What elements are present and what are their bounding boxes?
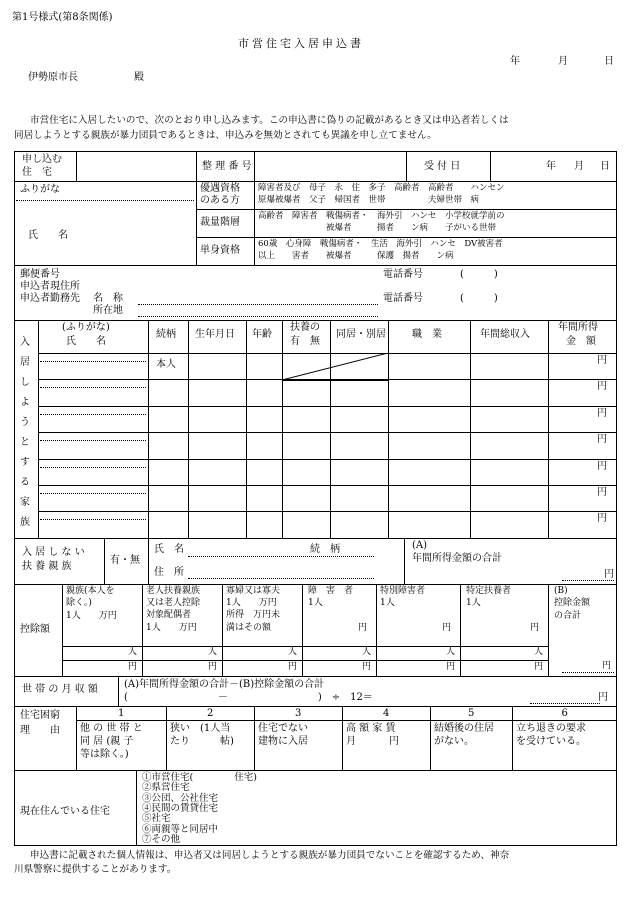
nonresident-yes-no[interactable]: 有・無 <box>110 555 140 566</box>
ded-specified-yen: 円 <box>530 623 540 633</box>
ded-specified-2: 1人 <box>466 598 481 608</box>
reason-option-3[interactable] <box>256 722 340 768</box>
ded-special-disabled-2: 1人 <box>380 598 395 608</box>
ded-person-unit: 人 <box>128 647 138 657</box>
ded-relatives-2: 除く。) <box>66 598 92 608</box>
discretionary-options-2[interactable]: 被爆者 揚者 ン病 子がいる世帯 <box>258 223 497 233</box>
ded-elderly: 老人扶養親族 <box>146 586 201 596</box>
footer-note-1: 申込書に記載された個人情報は、申込者又は同居しようとする親族が暴力団員でないことを確認するため、神奈 <box>30 850 510 861</box>
reason-text: 立ち退きの要求 <box>516 723 586 734</box>
reason-label: 住宅困窮 <box>20 710 60 721</box>
reason-option-1[interactable] <box>78 722 164 768</box>
applicant-name-field[interactable] <box>70 202 192 262</box>
ded-widow-4: 満はその額 <box>226 623 272 633</box>
honorific: 殿 <box>134 72 144 83</box>
reason-text: がない。 <box>434 736 474 747</box>
a-yen: 円 <box>604 569 614 580</box>
current-home-option[interactable]: ⑥両親等と同居中 <box>142 823 219 835</box>
reason-text: 住宅でない <box>258 723 308 734</box>
ded-yen-unit: 円 <box>446 662 456 672</box>
furigana-separator <box>40 519 146 520</box>
reason-number: 5 <box>468 708 475 719</box>
current-home-label: 現在住んでいる住宅 <box>20 806 110 817</box>
b-yen: 円 <box>602 661 612 671</box>
furigana-label: ふりがな <box>20 184 60 195</box>
row-yen: 円 <box>597 381 607 393</box>
phone-paren-1: ( ) <box>460 269 498 280</box>
preferential-options-2[interactable]: 原爆被爆者 父子 帰国者 世帯 夫婦世帯 病 <box>258 195 480 205</box>
table-row[interactable] <box>40 433 546 457</box>
row-yen: 円 <box>597 434 607 446</box>
reason-option-4[interactable] <box>344 722 428 768</box>
col-dependent: 扶養の <box>290 322 320 333</box>
family-side-char: う <box>20 417 30 428</box>
intro-line-1: 市営住宅に入居したいので、次のとおり申し込みます。この申込書に偽りの記載があるとき又は申込者若しくは <box>30 115 509 126</box>
monthly-income-field[interactable] <box>530 703 600 704</box>
apply-housing-label: 申し込む <box>22 154 62 165</box>
current-home-option[interactable]: ④民間の賃貸住宅 <box>142 802 219 814</box>
ded-widow: 寡婦又は寡夫 <box>226 586 281 596</box>
reason-number: 4 <box>383 708 390 719</box>
furigana-separator <box>40 414 146 415</box>
a-text: 年間所得金額の合計 <box>412 553 502 564</box>
col-cohabit: 同居・別居 <box>336 329 386 340</box>
furigana-separator <box>40 493 146 494</box>
preferential-label-2: のある方 <box>200 195 240 206</box>
row-yen: 円 <box>597 355 607 366</box>
date-month: 月 <box>558 56 568 67</box>
family-side-char: 居 <box>20 357 30 368</box>
deduction-label: 控除額 <box>20 624 50 635</box>
ded-special-disabled: 特別障害者 <box>380 586 426 596</box>
col-annual-income: 年間総収入 <box>480 329 530 340</box>
reason-number: 2 <box>207 708 214 719</box>
family-side-char: と <box>20 437 30 448</box>
monthly-income-label: 世 帯 の 月 収 額 <box>22 684 98 695</box>
date-year: 年 <box>510 56 520 67</box>
date-day: 日 <box>604 56 614 67</box>
reception-month: 月 <box>574 161 584 172</box>
furigana-separator <box>40 440 146 441</box>
family-side-char: 族 <box>20 517 30 528</box>
footer-note-2: 川県警察に提供することがあります。 <box>14 864 177 875</box>
phone-label-1: 電話番号 <box>383 269 423 280</box>
workplace-name-label: 名 称 <box>93 293 123 304</box>
col-occupation: 職 業 <box>412 329 442 340</box>
b-total-field[interactable] <box>562 672 614 673</box>
col-age: 年齢 <box>252 329 272 340</box>
furigana-separator <box>40 387 146 388</box>
table-row[interactable] <box>40 512 546 536</box>
monthly-formula: (A)年間所得金額の合計－(B)控除金額の合計 <box>124 679 325 690</box>
col-dependent-2: 有 無 <box>290 336 320 347</box>
ded-yen-unit: 円 <box>128 662 138 672</box>
ded-elderly-3: 対象配偶者 <box>146 610 192 620</box>
first-relation: 本人 <box>156 359 176 370</box>
reason-number: 1 <box>118 708 125 719</box>
family-side-char: よ <box>20 397 30 408</box>
ded-relatives: 親族(本人を <box>66 586 115 596</box>
diagonal-slash <box>282 353 388 380</box>
b-label-2: 控除金額 <box>554 598 591 608</box>
reason-text: 狭い (1人当 <box>170 723 231 734</box>
workplace-label: 申込者勤務先 <box>20 293 80 304</box>
reason-text: 高 額 家 賃 <box>346 723 396 734</box>
reason-option-2[interactable] <box>168 722 252 768</box>
apply-housing-label-2: 住 宅 <box>22 167 52 178</box>
current-address-label: 申込者現住所 <box>20 281 80 292</box>
discretionary-options-1[interactable]: 高齢者 障害者 戦傷病者・ 海外引 ハンセ 小学校就学前の <box>258 211 505 221</box>
reason-text: 等は除く。) <box>80 749 129 760</box>
workplace-location-field[interactable] <box>138 316 378 317</box>
monthly-calc: ( － ) ÷ 12＝ <box>124 692 373 703</box>
nonresident-name-label: 氏 名 <box>154 544 184 555</box>
table-row[interactable] <box>40 460 546 484</box>
preferential-options-1[interactable]: 障害者及び 母子 永 住 多子 高齢者 高齢者 ハンセン <box>258 183 505 193</box>
preferential-label: 優遇資格 <box>200 183 240 194</box>
col-relation: 続柄 <box>156 329 176 340</box>
table-row[interactable] <box>40 486 546 510</box>
ded-special-disabled-yen: 円 <box>442 623 452 633</box>
ded-yen-unit: 円 <box>362 662 372 672</box>
col-annual-earnings-2: 金 額 <box>566 336 596 347</box>
ded-elderly-2: 又は老人控除 <box>146 598 201 608</box>
ded-person-unit: 人 <box>362 647 372 657</box>
current-home-option[interactable]: ⑤社宅 <box>142 813 171 825</box>
apply-housing-field[interactable] <box>78 153 194 179</box>
row-yen: 円 <box>597 487 607 498</box>
b-label: (B) <box>554 586 568 596</box>
form-title: 市営住宅入居申込書 <box>238 37 364 50</box>
current-home-option[interactable]: ②県営住宅 <box>142 782 190 794</box>
reference-number-label: 整 理 番 号 <box>202 161 252 172</box>
table-row[interactable] <box>40 380 546 404</box>
ded-disabled-2: 1人 <box>308 598 323 608</box>
current-home-option[interactable]: ⑦その他 <box>142 833 181 845</box>
ded-person-unit: 人 <box>534 647 544 657</box>
col-furigana: (ふりがな) <box>62 322 110 333</box>
reason-text: 結婚後の住居 <box>434 723 494 734</box>
a-label: (A) <box>412 540 428 551</box>
reference-number-field[interactable] <box>256 153 404 179</box>
reception-day: 日 <box>600 161 610 172</box>
table-row[interactable] <box>40 407 546 431</box>
ded-person-unit: 人 <box>446 647 456 657</box>
single-label: 単身資格 <box>200 245 240 256</box>
reason-option-5[interactable] <box>432 722 510 768</box>
ded-person-unit: 人 <box>288 647 298 657</box>
current-home-option[interactable]: ①市営住宅( 住宅) <box>142 772 257 783</box>
col-name: 氏 名 <box>66 336 106 347</box>
reception-date-label: 受 付 日 <box>424 161 461 172</box>
ded-widow-2: 1人 万円 <box>226 598 277 608</box>
reason-option-6[interactable] <box>514 722 615 768</box>
nonresident-label-2: 扶 養 親 族 <box>22 561 72 572</box>
addressee: 伊勢原市長 <box>28 72 78 83</box>
ded-disabled-yen: 円 <box>358 623 368 633</box>
family-side-char: 家 <box>20 497 30 508</box>
name-label: 氏 名 <box>28 230 68 241</box>
reason-number: 3 <box>295 708 302 719</box>
reason-text: 月 円 <box>346 736 400 747</box>
current-home-option[interactable]: ③公団、公社住宅 <box>142 792 219 804</box>
reason-text: を受けている。 <box>516 736 586 747</box>
a-total-field[interactable] <box>562 580 614 581</box>
reason-text: 他 の 世 帯 と <box>80 723 143 734</box>
row-yen: 円 <box>597 513 607 525</box>
family-side-char: 入 <box>20 337 30 348</box>
family-side-char: る <box>20 477 30 488</box>
family-side-char: し <box>20 377 30 388</box>
nonresident-address-field[interactable] <box>188 578 374 579</box>
reception-year: 年 <box>546 161 556 172</box>
ded-relatives-3: 1人 万円 <box>66 611 117 621</box>
nonresident-address-label: 住 所 <box>154 567 184 578</box>
row-yen: 円 <box>597 460 607 472</box>
reason-label-2: 理 由 <box>20 725 60 736</box>
col-birthdate: 生年月日 <box>195 329 235 340</box>
reason-text: たり 帖) <box>170 736 234 747</box>
col-annual-earnings: 年間所得 <box>558 322 598 333</box>
ded-yen-unit: 円 <box>534 662 544 672</box>
single-options-1[interactable]: 60歳 心身障 戦傷病者・ 生活 海外引 ハンセ DV被害者 <box>258 239 503 249</box>
nonresident-name-field[interactable] <box>188 556 374 557</box>
family-side-char: す <box>20 457 30 468</box>
workplace-location-label: 所在地 <box>93 305 123 316</box>
reason-text: 建物に入居 <box>258 736 308 747</box>
monthly-yen: 円 <box>598 692 608 703</box>
ded-yen-unit: 円 <box>288 662 298 672</box>
reason-text: 同 居 (親 子 <box>80 736 134 747</box>
phone-paren-2: ( ) <box>460 293 498 304</box>
ded-yen-unit: 円 <box>208 662 218 672</box>
ded-disabled: 障 害 者 <box>308 586 354 596</box>
intro-line-2: 同居しようとする親族が暴力団員であるときは、申込みを無効とされても異議を申し立てません。 <box>14 130 437 141</box>
row-yen: 円 <box>597 407 607 419</box>
furigana-separator <box>40 467 146 468</box>
reason-number: 6 <box>561 708 568 719</box>
discretionary-label: 裁量階層 <box>200 217 240 228</box>
ded-person-unit: 人 <box>208 647 218 657</box>
nonresident-label: 入 居 し な い <box>22 547 85 558</box>
ded-widow-3: 所得 万円未 <box>226 610 281 620</box>
workplace-name-field[interactable] <box>138 304 378 305</box>
b-label-3: の合計 <box>554 611 582 621</box>
form-number: 第1号様式(第8条関係) <box>12 12 113 23</box>
phone-label-2: 電話番号 <box>383 293 423 304</box>
nonresident-relation-label: 続 柄 <box>310 544 340 555</box>
postal-code-label: 郵便番号 <box>20 269 60 280</box>
ded-elderly-4: 1人 万円 <box>146 623 197 633</box>
furigana-separator <box>40 361 146 362</box>
ded-specified: 特定扶養者 <box>466 586 512 596</box>
single-options-2[interactable]: 以上 害者 被爆者 保護 揚者 ン病 <box>258 251 454 261</box>
